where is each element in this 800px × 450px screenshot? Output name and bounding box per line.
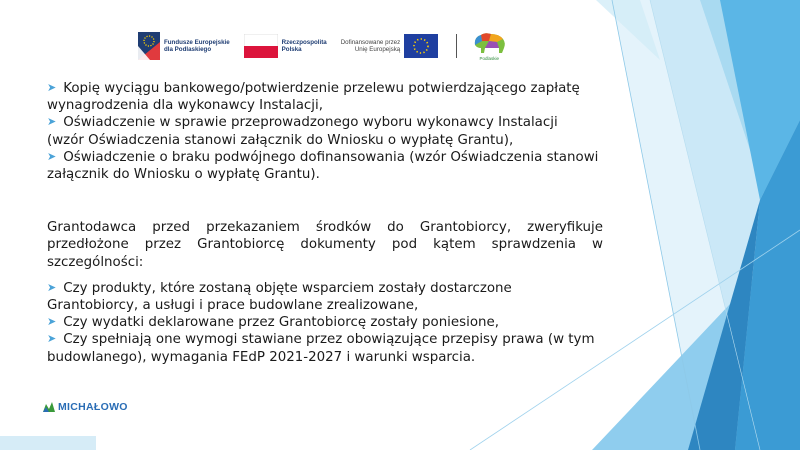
bullet-3-line2: załącznik do Wniosku o wypłatę Grantu). [47, 167, 320, 183]
rp-logo [244, 34, 327, 58]
polish-flag-icon [244, 34, 278, 58]
funding-logo-bar [138, 28, 507, 64]
fe-line2: dla Podlaskiego [164, 46, 212, 53]
logo-separator [456, 34, 457, 58]
bullet-1-line1: Kopię wyciągu bankowego/potwierdzenie przelewu potwierdzającego zapłatę [63, 81, 580, 96]
fe-line1: Fundusze Europejskie [164, 38, 230, 46]
bottom-left-band [0, 436, 96, 450]
arrow-bullet-icon: ➤ [47, 332, 57, 346]
arrow-bullet-icon: ➤ [47, 149, 57, 163]
ue-line1: Dofinansowane przez [340, 38, 401, 46]
bullet-2-line2: (wzór Oświadczenia stanowi załącznik do Wniosku o wypłatę Grantu), [47, 132, 514, 148]
bullet-1-line2: wynagrodzenia dla wykonawcy Instalacji, [47, 98, 323, 114]
bullet-5-line1: Czy wydatki deklarowane przez Grantobiorcę zostały poniesione, [63, 315, 500, 331]
arrow-bullet-icon: ➤ [47, 115, 57, 129]
bullet-item-5 [47, 314, 603, 331]
spacer [47, 271, 603, 280]
michalowo-name: MICHAŁOWO [58, 401, 128, 413]
bison-icon [471, 31, 507, 55]
bullet-6-line1: Czy spełniają one wymogi stawiane przez obowiązujące przepisy prawa (w tym [63, 332, 595, 348]
spacer [47, 183, 603, 219]
bullet-item-6 [47, 331, 603, 365]
arrow-bullet-icon: ➤ [47, 81, 57, 94]
arrow-bullet-icon: ➤ [47, 280, 57, 294]
ue-logo-text [341, 39, 401, 54]
main-content [47, 80, 603, 366]
fe-flag-icon [138, 32, 160, 60]
bullet-item-3 [47, 149, 603, 183]
bullet-item-2 [47, 114, 603, 148]
fe-logo-text [164, 39, 230, 54]
podlaskie-caption: Podlaskie [479, 56, 499, 61]
michalowo-emblem-icon [42, 401, 56, 413]
michalowo-logo [42, 401, 128, 413]
eu-flag-icon [404, 34, 438, 58]
rp-logo-text [282, 39, 327, 54]
bullet-3-line1: Oświadczenie o braku podwójnego dofinansowania (wzór Oświadczenia stanowi [63, 149, 599, 165]
arrow-bullet-icon: ➤ [47, 315, 57, 329]
bullet-2-line1: Oświadczenie w sprawie przeprowadzonego wyboru wykonawcy Instalacji [63, 115, 558, 131]
rp-line1: Rzeczpospolita [281, 38, 327, 46]
verification-paragraph: Grantodawca przed przekazaniem środków do Grantobiorcy, zweryfikuje przedłożone przez Grantobiorcę dokumenty pod kątem sprawdzenia w szczególności: [47, 220, 603, 270]
ue-line2: Unię Europejską [354, 46, 401, 53]
bullet-4-line1: Czy produkty, które zostaną objęte wsparciem zostały dostarczone [63, 280, 512, 296]
bullet-4-line2: Grantobiorcy, a usługi i prace budowlane zrealizowane, [47, 298, 419, 314]
bullet-item-1 [47, 80, 603, 114]
podlaskie-logo [471, 31, 507, 61]
bullet-item-4 [47, 280, 603, 314]
rp-line2: Polska [281, 46, 302, 53]
fe-logo [138, 32, 230, 60]
ue-logo [341, 34, 439, 58]
bullet-6-line2: budowlanego), wymagania FEdP 2021-2027 i warunki wsparcia. [47, 349, 476, 365]
